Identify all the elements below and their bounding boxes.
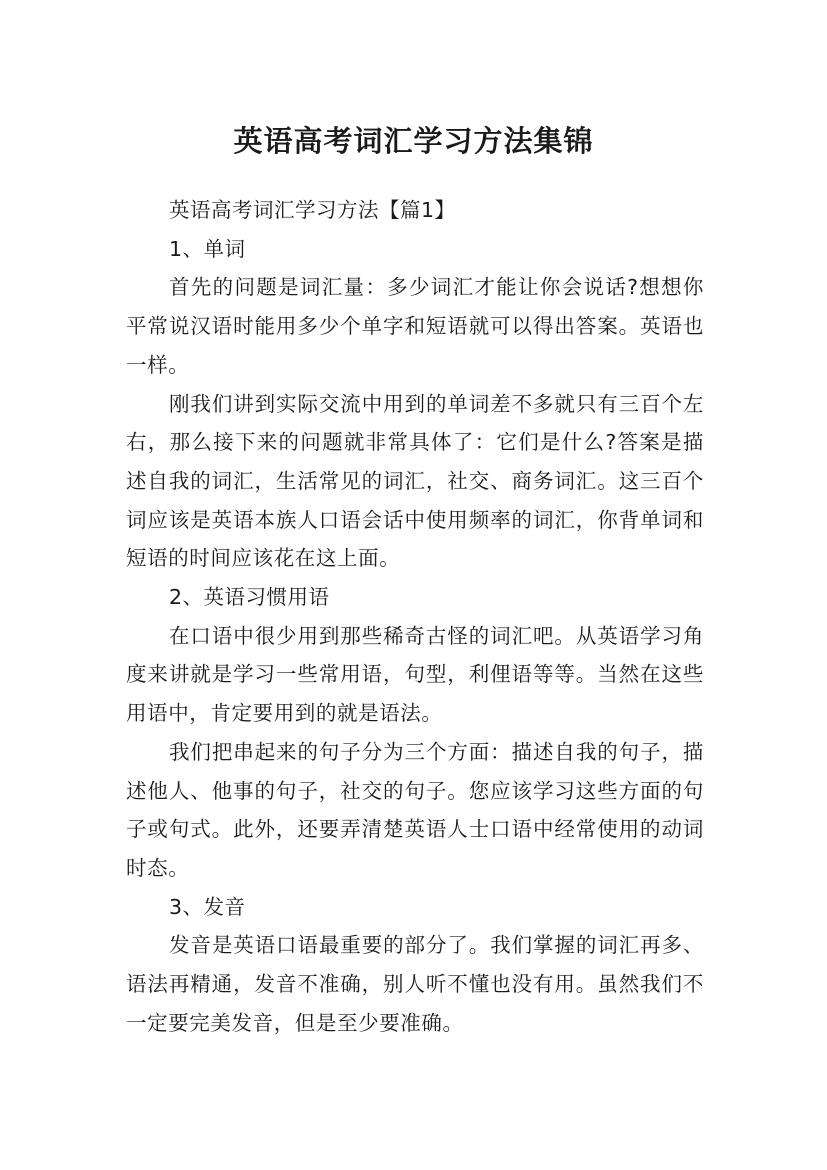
body-paragraph: 刚我们讲到实际交流中用到的单词差不多就只有三百个左右，那么接下来的问题就非常具体了：它们是什么?答案是描述自我的词汇，生活常见的词汇，社交、商务词汇。这三百个词应该是英语本族人口语会话中使用频率的词汇，你背单词和短语的时间应该花在这上面。: [126, 391, 704, 571]
subsection-heading: 2、英语习惯用语: [169, 585, 330, 610]
body-paragraph: 在口语中很少用到那些稀奇古怪的词汇吧。从英语学习角度来讲就是学习一些常用语，句型，利俚语等等。当然在这些用语中，肯定要用到的就是语法。: [126, 623, 704, 726]
body-paragraph: 首先的问题是词汇量：多少词汇才能让你会说话?想想你平常说汉语时能用多少个单字和短语就可以得出答案。英语也一样。: [126, 275, 704, 377]
document-body: [126, 191, 704, 1042]
body-paragraph: 发音是英语口语最重要的部分了。我们掌握的词汇再多、语法再精通，发音不准确，别人听不懂也没有用。虽然我们不一定要完美发音，但是至少要准确。: [126, 933, 704, 1035]
body-paragraph: 我们把串起来的句子分为三个方面：描述自我的句子，描述他人、他事的句子，社交的句子。您应该学习这些方面的句子或句式。此外，还要弄清楚英语人士口语中经常使用的动词时态。: [126, 739, 704, 880]
subsection-heading: 1、单词: [169, 236, 246, 261]
section-heading: 英语高考词汇学习方法【篇1】: [169, 198, 456, 222]
document-title: 英语高考词汇学习方法集锦: [233, 124, 594, 159]
subsection-heading: 3、发音: [169, 894, 246, 919]
